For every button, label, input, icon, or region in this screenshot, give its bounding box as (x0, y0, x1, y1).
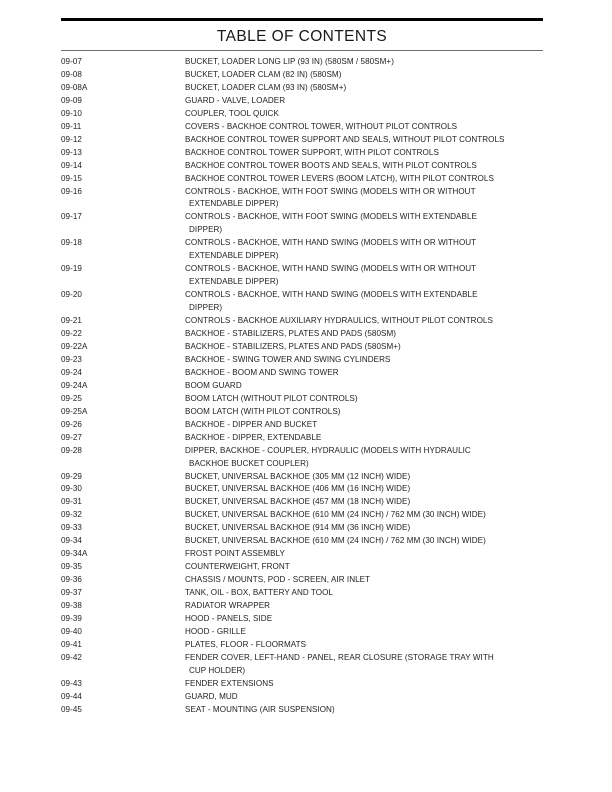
entry-title: SEAT - MOUNTING (AIR SUSPENSION) (185, 704, 335, 714)
entry-title: BACKHOE - SWING TOWER AND SWING CYLINDERS (185, 354, 391, 364)
table-of-contents-entry[interactable] (61, 432, 561, 445)
entry-code: 09-09 (61, 95, 82, 105)
entry-code: 09-24A (61, 380, 88, 390)
entry-title: CONTROLS - BACKHOE, WITH FOOT SWING (MODELS WITH OR WITHOUT EXTENDABLE DIPPER) (185, 186, 561, 212)
entry-code: 09-33 (61, 523, 82, 533)
entry-title: BUCKET, UNIVERSAL BACKHOE (610 MM (24 INCH) / 762 MM (30 INCH) WIDE) (185, 536, 486, 546)
entry-title: FROST POINT ASSEMBLY (185, 549, 285, 559)
table-of-contents-entry[interactable] (61, 393, 561, 406)
entry-code: 09-25A (61, 406, 88, 416)
table-of-contents-entry[interactable] (61, 419, 561, 432)
entry-code: 09-29 (61, 471, 82, 481)
entry-code: 09-36 (61, 575, 82, 585)
table-of-contents-entry[interactable] (61, 561, 561, 574)
entry-title: BACKHOE - BOOM AND SWING TOWER (185, 367, 339, 377)
entry-code: 09-13 (61, 147, 82, 157)
table-of-contents-entry[interactable] (61, 289, 561, 315)
table-of-contents-entry[interactable] (61, 522, 561, 535)
entry-title: BUCKET, UNIVERSAL BACKHOE (914 MM (36 INCH) WIDE) (185, 523, 411, 533)
table-of-contents-entry[interactable] (61, 574, 561, 587)
entry-title: FENDER EXTENSIONS (185, 678, 274, 688)
entry-code: 09-41 (61, 639, 82, 649)
entry-code: 09-37 (61, 588, 82, 598)
entry-title-continuation: EXTENDABLE DIPPER) (189, 251, 279, 261)
entry-code: 09-30 (61, 484, 82, 494)
table-of-contents-entry[interactable] (61, 509, 561, 522)
entry-title: TANK, OIL - BOX, BATTERY AND TOOL (185, 588, 333, 598)
entry-title: COUPLER, TOOL QUICK (185, 108, 279, 118)
table-of-contents-entry[interactable] (61, 548, 561, 561)
table-of-contents-entry[interactable] (61, 535, 561, 548)
entry-title: BOOM LATCH (WITH PILOT CONTROLS) (185, 406, 341, 416)
entry-title: CONTROLS - BACKHOE, WITH HAND SWING (MODELS WITH OR WITHOUT EXTENDABLE DIPPER) (185, 263, 561, 289)
entry-code: 09-26 (61, 419, 82, 429)
entry-title: BACKHOE CONTROL TOWER SUPPORT AND SEALS, WITHOUT PILOT CONTROLS (185, 134, 505, 144)
table-of-contents-entry[interactable] (61, 315, 561, 328)
entry-title-continuation: DIPPER) (189, 303, 223, 313)
document-header (61, 18, 543, 51)
entry-code: 09-34A (61, 549, 88, 559)
entry-title-continuation: BACKHOE BUCKET COUPLER) (189, 458, 309, 468)
table-of-contents-entry[interactable] (61, 147, 561, 160)
entry-code: 09-39 (61, 613, 82, 623)
table-of-contents-entry[interactable] (61, 108, 561, 121)
entry-code: 09-19 (61, 264, 82, 274)
entry-title: BACKHOE CONTROL TOWER LEVERS (BOOM LATCH), WITH PILOT CONTROLS (185, 173, 494, 183)
table-of-contents-entry[interactable] (61, 406, 561, 419)
table-of-contents-entry[interactable] (61, 367, 561, 380)
entry-code: 09-44 (61, 691, 82, 701)
entry-title: CONTROLS - BACKHOE AUXILIARY HYDRAULICS, WITHOUT PILOT CONTROLS (185, 316, 493, 326)
entry-title: BACKHOE CONTROL TOWER BOOTS AND SEALS, WITH PILOT CONTROLS (185, 160, 477, 170)
table-of-contents-entry[interactable] (61, 445, 561, 471)
entry-title: PLATES, FLOOR - FLOORMATS (185, 639, 307, 649)
entry-title: BUCKET, UNIVERSAL BACKHOE (457 MM (18 INCH) WIDE) (185, 497, 411, 507)
entry-title: RADIATOR WRAPPER (185, 601, 271, 611)
table-of-contents-entry[interactable] (61, 211, 561, 237)
table-of-contents-entry[interactable] (61, 471, 561, 484)
entry-title: BUCKET, UNIVERSAL BACKHOE (610 MM (24 INCH) / 762 MM (30 INCH) WIDE) (185, 510, 486, 520)
entry-code: 09-21 (61, 316, 82, 326)
table-of-contents-entry[interactable] (61, 380, 561, 393)
table-of-contents-entry[interactable] (61, 263, 561, 289)
entry-title: CONTROLS - BACKHOE, WITH HAND SWING (MODELS WITH OR WITHOUT EXTENDABLE DIPPER) (185, 237, 561, 263)
table-of-contents-entry[interactable] (61, 69, 561, 82)
table-of-contents-entry[interactable] (61, 600, 561, 613)
table-of-contents-entry[interactable] (61, 160, 561, 173)
table-of-contents-entry[interactable] (61, 626, 561, 639)
entry-title-continuation: EXTENDABLE DIPPER) (189, 277, 279, 287)
entry-title: HOOD - PANELS, SIDE (185, 613, 273, 623)
table-of-contents-entry[interactable] (61, 121, 561, 134)
entry-code: 09-45 (61, 704, 82, 714)
entry-title: BACKHOE - DIPPER AND BUCKET (185, 419, 318, 429)
table-of-contents-entry[interactable] (61, 186, 561, 212)
entry-code: 09-34 (61, 536, 82, 546)
table-of-contents-entry[interactable] (61, 354, 561, 367)
entry-title: CHASSIS / MOUNTS, POD - SCREEN, AIR INLET (185, 575, 371, 585)
table-of-contents-entry[interactable] (61, 652, 561, 678)
entry-code: 09-38 (61, 601, 82, 611)
entry-title: COUNTERWEIGHT, FRONT (185, 562, 290, 572)
entry-code: 09-42 (61, 652, 82, 662)
entry-title: COVERS - BACKHOE CONTROL TOWER, WITHOUT PILOT CONTROLS (185, 121, 458, 131)
entry-title: BOOM GUARD (185, 380, 242, 390)
entry-code: 09-18 (61, 238, 82, 248)
entry-title: CONTROLS - BACKHOE, WITH HAND SWING (MODELS WITH EXTENDABLE DIPPER) (185, 289, 561, 315)
entry-title: BACKHOE - STABILIZERS, PLATES AND PADS (580SM+) (185, 341, 401, 351)
entry-code: 09-07 (61, 57, 82, 66)
entry-title-continuation: EXTENDABLE DIPPER) (189, 199, 279, 209)
entry-code: 09-32 (61, 510, 82, 520)
entry-title: BACKHOE - DIPPER, EXTENDABLE (185, 432, 322, 442)
entry-title: GUARD - VALVE, LOADER (185, 95, 286, 105)
table-of-contents-entry[interactable] (61, 82, 561, 95)
entry-code: 09-12 (61, 134, 82, 144)
entry-title: BUCKET, LOADER CLAM (82 IN) (580SM) (185, 69, 342, 79)
entry-title: BUCKET, UNIVERSAL BACKHOE (406 MM (16 INCH) WIDE) (185, 484, 411, 494)
table-of-contents-entry[interactable] (61, 173, 561, 186)
entry-code: 09-40 (61, 626, 82, 636)
entry-title: BUCKET, LOADER LONG LIP (93 IN) (580SM / 580SM+) (185, 57, 394, 66)
entry-title: BUCKET, LOADER CLAM (93 IN) (580SM+) (185, 82, 347, 92)
table-of-contents-entry[interactable] (61, 496, 561, 509)
table-of-contents-entry[interactable] (61, 95, 561, 108)
entry-code: 09-35 (61, 562, 82, 572)
table-of-contents-entry[interactable] (61, 56, 561, 69)
entry-title: BUCKET, UNIVERSAL BACKHOE (305 MM (12 INCH) WIDE) (185, 471, 411, 481)
table-of-contents-entry[interactable] (61, 639, 561, 652)
entry-code: 09-25 (61, 393, 82, 403)
entry-code: 09-24 (61, 367, 82, 377)
entry-title: BOOM LATCH (WITHOUT PILOT CONTROLS) (185, 393, 358, 403)
page-title: TABLE OF CONTENTS (216, 28, 388, 45)
entry-code: 09-22 (61, 329, 82, 339)
entry-code: 09-20 (61, 290, 82, 300)
header-rule-bottom (61, 50, 543, 52)
entry-code: 09-11 (61, 121, 82, 131)
table-of-contents-entry[interactable] (61, 587, 561, 600)
table-of-contents-entry[interactable] (61, 341, 561, 354)
entry-title-continuation: CUP HOLDER) (189, 665, 246, 675)
entry-title: HOOD - GRILLE (185, 626, 246, 636)
entry-title-continuation: DIPPER) (189, 225, 223, 235)
entry-code: 09-22A (61, 341, 88, 351)
table-of-contents-entry[interactable] (61, 328, 561, 341)
entry-title: CONTROLS - BACKHOE, WITH FOOT SWING (MODELS WITH EXTENDABLE DIPPER) (185, 211, 561, 237)
entry-code: 09-23 (61, 354, 82, 364)
entry-code: 09-15 (61, 173, 82, 183)
entry-title: BACKHOE CONTROL TOWER SUPPORT, WITH PILOT CONTROLS (185, 147, 439, 157)
table-of-contents-entry[interactable] (61, 704, 561, 717)
table-of-contents-entry[interactable] (61, 678, 561, 691)
table-of-contents-entry[interactable] (61, 483, 561, 496)
entry-code: 09-27 (61, 432, 82, 442)
entry-code: 09-31 (61, 497, 82, 507)
entry-title: FENDER COVER, LEFT-HAND - PANEL, REAR CLOSURE (STORAGE TRAY WITH CUP HOLDER) (185, 652, 561, 678)
table-of-contents-entry[interactable] (61, 134, 561, 147)
entry-code: 09-17 (61, 212, 82, 222)
entry-title: GUARD, MUD (185, 691, 238, 701)
entry-code: 09-43 (61, 678, 82, 688)
entry-title: DIPPER, BACKHOE - COUPLER, HYDRAULIC (MODELS WITH HYDRAULIC BACKHOE BUCKET COUPLER) (185, 445, 561, 471)
entry-code: 09-28 (61, 445, 82, 455)
entry-code: 09-10 (61, 108, 82, 118)
table-of-contents-entry[interactable] (61, 613, 561, 626)
table-of-contents-list (61, 56, 561, 717)
table-of-contents-entry[interactable] (61, 237, 561, 263)
table-of-contents-entry[interactable] (61, 691, 561, 704)
entry-code: 09-08 (61, 69, 82, 79)
entry-code: 09-16 (61, 186, 82, 196)
entry-code: 09-14 (61, 160, 82, 170)
entry-code: 09-08A (61, 82, 88, 92)
entry-title: BACKHOE - STABILIZERS, PLATES AND PADS (580SM) (185, 329, 396, 339)
